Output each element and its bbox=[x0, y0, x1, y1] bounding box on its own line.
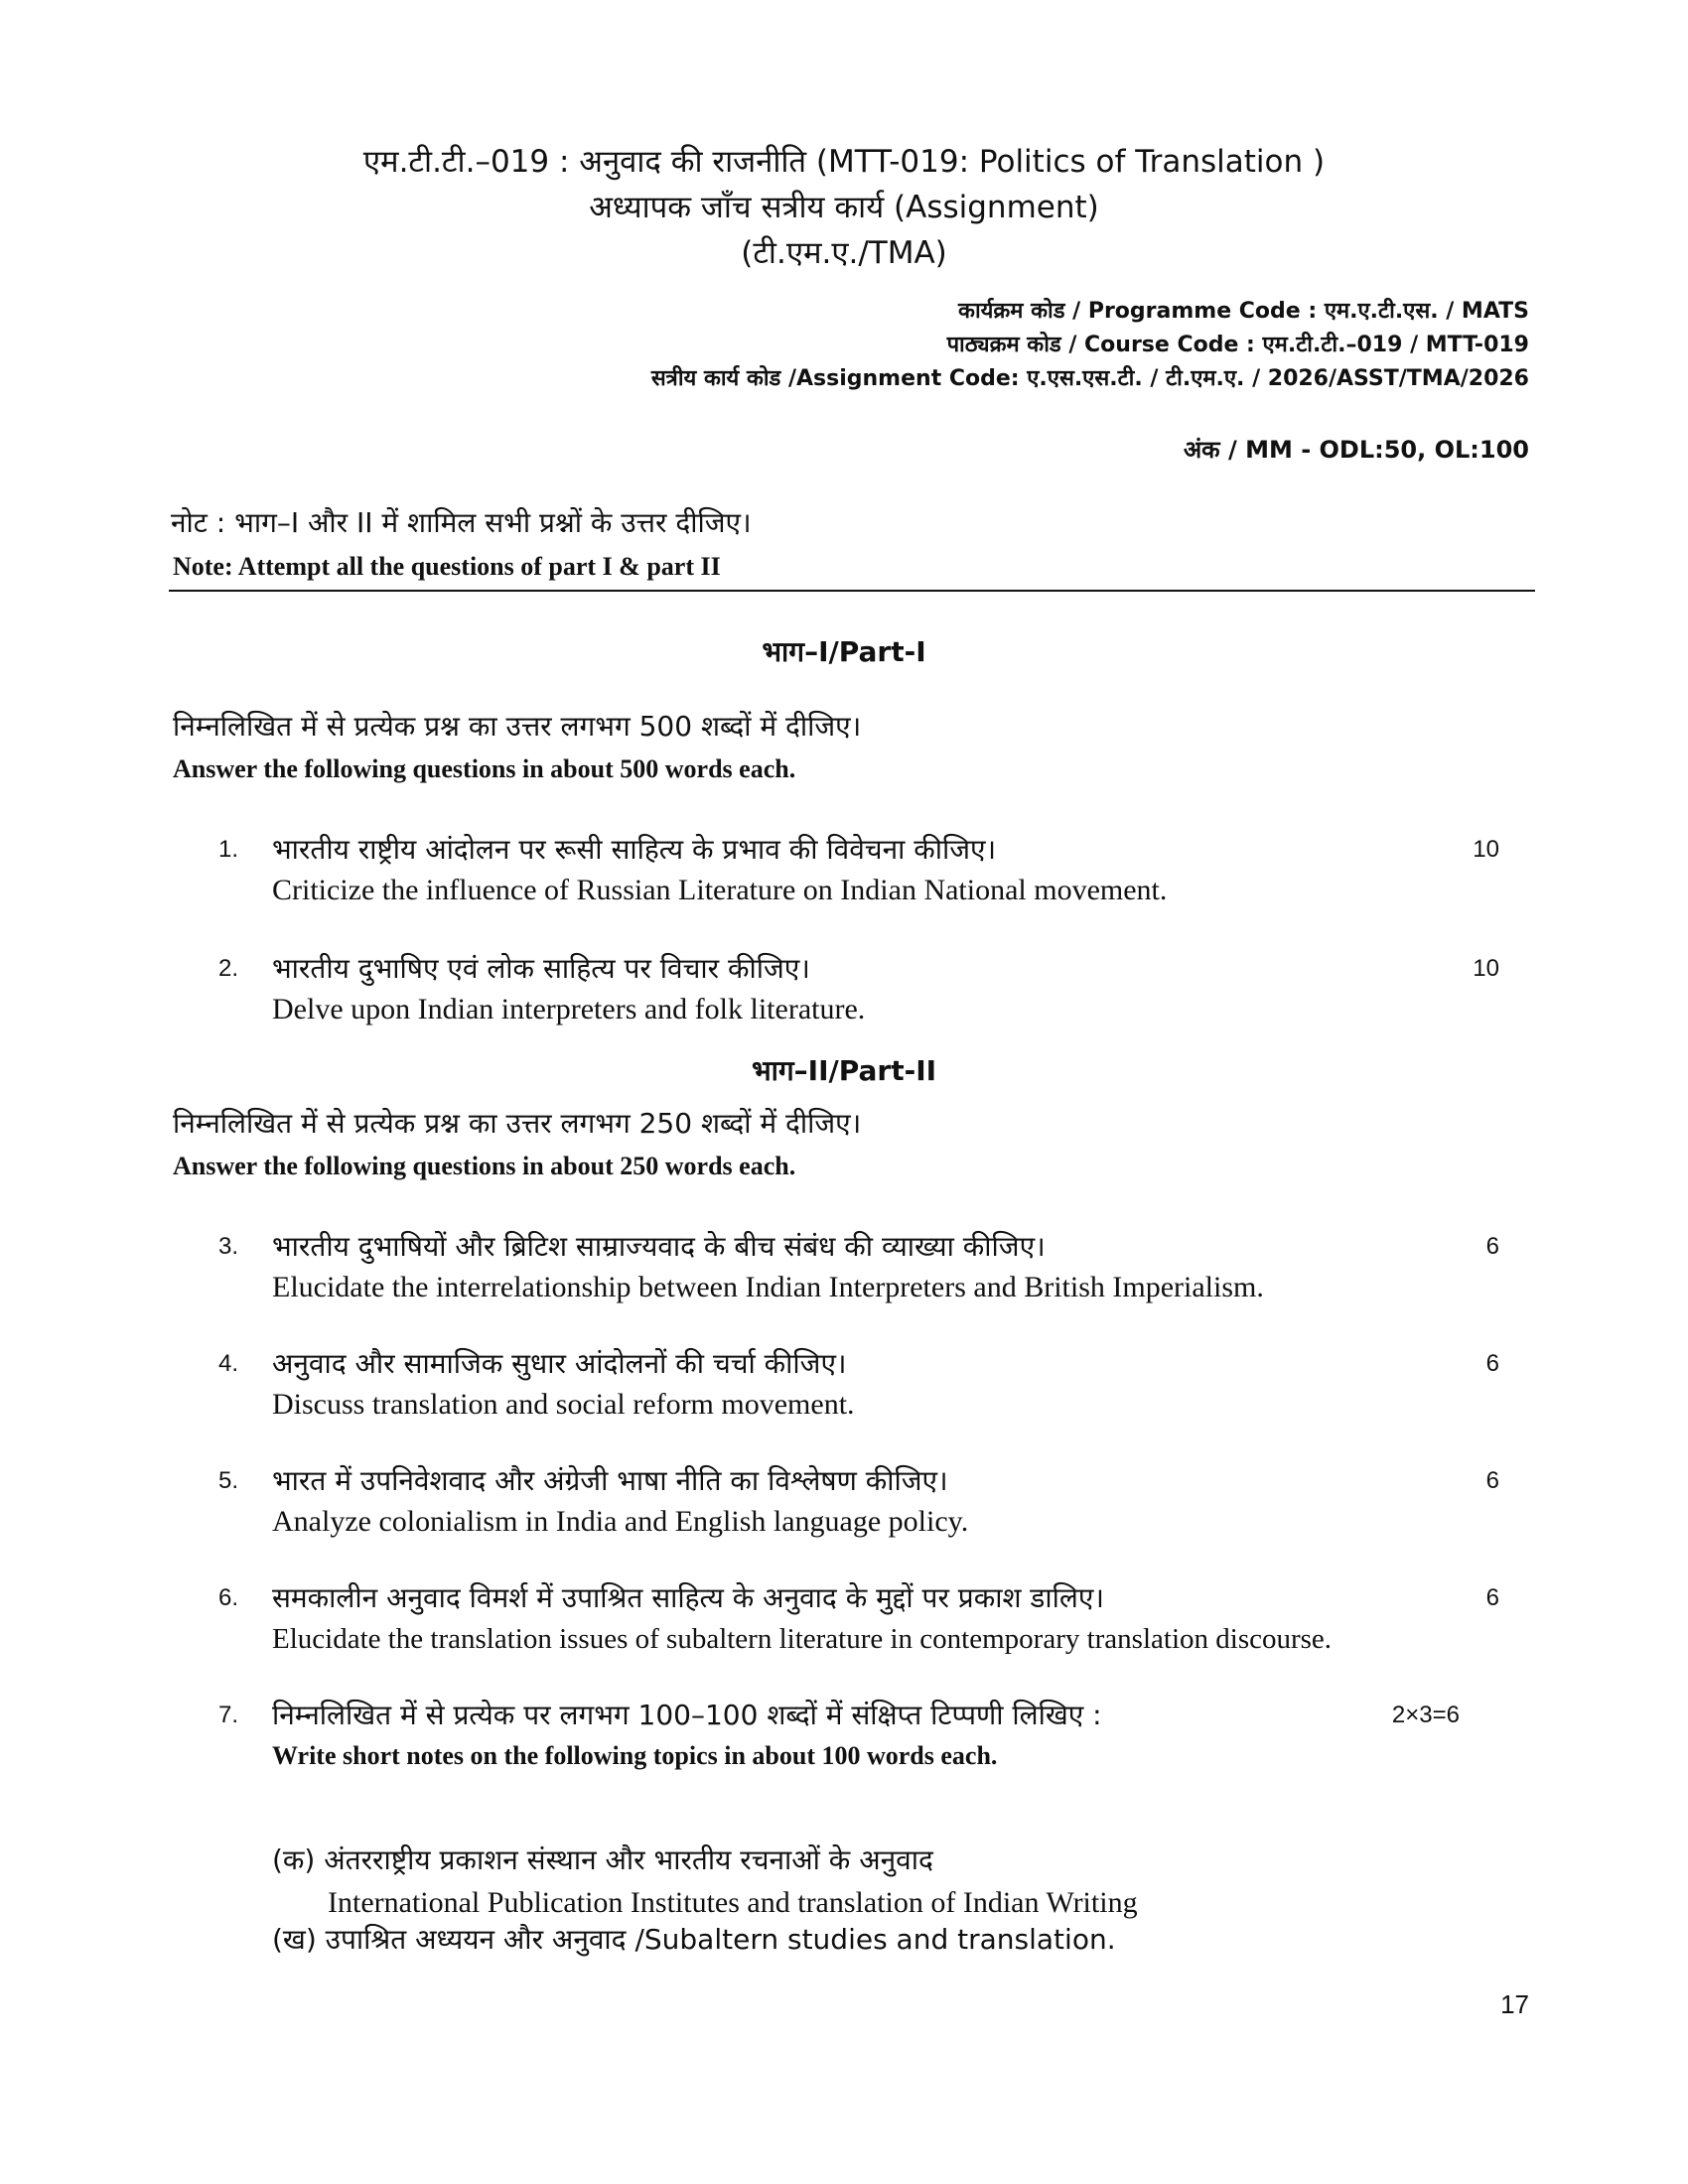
programme-code: कार्यक्रम कोड / Programme Code : एम.ए.टी.एस. / MATS bbox=[958, 299, 1529, 324]
question-marks: 10 bbox=[1473, 836, 1499, 863]
question-number: 2. bbox=[218, 955, 239, 982]
part2-instruction-english: Answer the following questions in about 250 words each. bbox=[173, 1152, 796, 1180]
page-number: 17 bbox=[1500, 1989, 1529, 2019]
question-text-hindi: भारतीय दुभाषिए एवं लोक साहित्य पर विचार कीजिए। bbox=[272, 952, 810, 985]
sub-item-b: (ख) उपाश्रित अध्ययन और अनुवाद /Subaltern studies and translation. bbox=[272, 1923, 1116, 1956]
question-marks: 6 bbox=[1485, 1467, 1499, 1494]
question-text-hindi: समकालीन अनुवाद विमर्श में उपाश्रित साहित्य के अनुवाद के मुद्दों पर प्रकाश डालिए। bbox=[272, 1581, 1104, 1614]
part1-heading: भाग–I/Part-I bbox=[762, 635, 926, 668]
question-marks: 10 bbox=[1473, 955, 1499, 982]
question-number: 3. bbox=[218, 1233, 239, 1260]
part2-instruction-hindi: निम्नलिखित में से प्रत्येक प्रश्न का उत्तर लगभग 250 शब्दों में दीजिए। bbox=[173, 1107, 862, 1140]
question-number: 6. bbox=[218, 1584, 239, 1611]
question-number: 7. bbox=[218, 1702, 239, 1728]
question-marks: 2×3=6 bbox=[1391, 1702, 1460, 1728]
question-text-english: Write short notes on the following topics in about 100 words each. bbox=[272, 1741, 998, 1770]
question-marks: 6 bbox=[1485, 1350, 1499, 1377]
max-marks: अंक / MM - ODL:50, OL:100 bbox=[1183, 436, 1529, 464]
part1-instruction-english: Answer the following questions in about 500 words each. bbox=[173, 754, 796, 783]
question-text-hindi: निम्नलिखित में से प्रत्येक पर लगभग 100–100 शब्दों में संक्षिप्त टिप्पणी लिखिए : bbox=[272, 1699, 1102, 1731]
question-text-english: Discuss translation and social reform movement. bbox=[272, 1388, 855, 1421]
question-text-hindi: भारतीय राष्ट्रीय आंदोलन पर रूसी साहित्य के प्रभाव की विवेचना कीजिए। bbox=[272, 833, 997, 866]
question-text-hindi: भारत में उपनिवेशवाद और अंग्रेजी भाषा नीति का विश्लेषण कीजिए। bbox=[272, 1464, 948, 1497]
header-divider bbox=[169, 590, 1535, 592]
question-marks: 6 bbox=[1485, 1233, 1499, 1260]
question-text-hindi: अनुवाद और सामाजिक सुधार आंदोलनों की चर्चा कीजिए। bbox=[272, 1347, 847, 1380]
sub-item-a-english: International Publication Institutes and translation of Indian Writing bbox=[328, 1886, 1138, 1919]
part2-heading: भाग–II/Part-II bbox=[751, 1054, 937, 1087]
note-english: Note: Attempt all the questions of part I & part II bbox=[173, 552, 721, 581]
course-code: पाठ्यक्रम कोड / Course Code : एम.टी.टी.–019 / MTT-019 bbox=[946, 333, 1529, 357]
question-text-english: Delve upon Indian interpreters and folk literature. bbox=[272, 993, 866, 1025]
question-text-english: Analyze colonialism in India and English language policy. bbox=[272, 1505, 969, 1538]
question-marks: 6 bbox=[1485, 1584, 1499, 1611]
question-text-english: Elucidate the interrelationship between Indian Interpreters and British Imperialism. bbox=[272, 1271, 1264, 1303]
part1-instruction-hindi: निम्नलिखित में से प्रत्येक प्रश्न का उत्तर लगभग 500 शब्दों में दीजिए। bbox=[173, 710, 862, 743]
assignment-code: सत्रीय कार्य कोड /Assignment Code: ए.एस.एस.टी. / टी.एम.ए. / 2026/ASST/TMA/2026 bbox=[650, 366, 1529, 391]
note-hindi: नोट : भाग–I और II में शामिल सभी प्रश्नों के उत्तर दीजिए। bbox=[171, 506, 752, 539]
title-line-1: एम.टी.टी.–019 : अनुवाद की राजनीति (MTT-019: Politics of Translation ) bbox=[362, 144, 1326, 180]
question-number: 5. bbox=[218, 1467, 239, 1494]
question-text-english: Elucidate the translation issues of subaltern literature in contemporary translation discourse. bbox=[272, 1623, 1333, 1655]
question-number: 4. bbox=[218, 1350, 239, 1377]
question-text-hindi: भारतीय दुभाषियों और ब्रिटिश साम्राज्यवाद के बीच संबंध की व्याख्या कीजिए। bbox=[272, 1230, 1046, 1263]
sub-item-a-hindi: (क) अंतरराष्ट्रीय प्रकाशन संस्थान और भारतीय रचनाओं के अनुवाद bbox=[272, 1843, 933, 1876]
question-number: 1. bbox=[218, 836, 239, 863]
title-line-3: (टी.एम.ए./TMA) bbox=[741, 235, 947, 271]
title-line-2: अध्यापक जाँच सत्रीय कार्य (Assignment) bbox=[589, 190, 1099, 225]
question-text-english: Criticize the influence of Russian Literature on Indian National movement. bbox=[272, 874, 1168, 906]
